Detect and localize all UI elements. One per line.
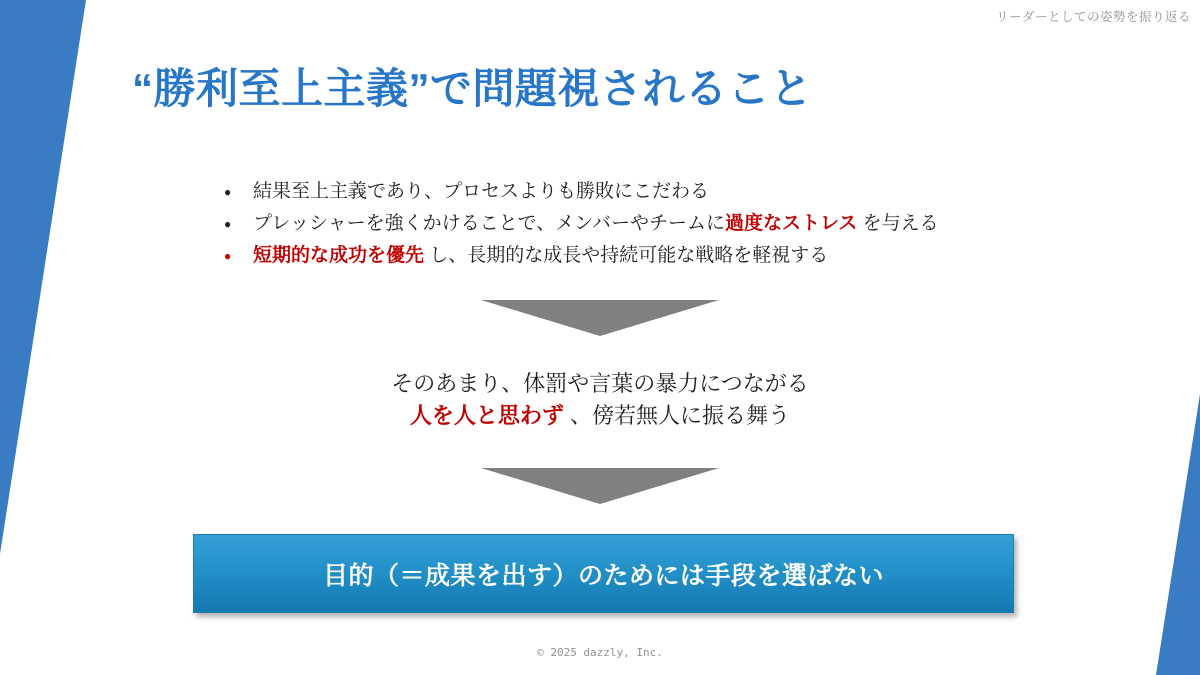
list-item bbox=[224, 176, 1024, 208]
list-item bbox=[224, 240, 1024, 272]
conclusion-banner bbox=[193, 534, 1014, 613]
bullet-icon: ● bbox=[224, 185, 232, 199]
footer-copyright: © 2025 dazzly, Inc. bbox=[537, 646, 663, 659]
bullet-text: 短期的な成功を優先 し、長期的な成長や持続可能な戦略を軽視する bbox=[253, 245, 829, 266]
conclusion-banner-label: 目的（＝成果を出す）のためには手段を選ばない bbox=[322, 561, 884, 590]
consequence-text bbox=[0, 368, 1200, 432]
down-arrow-icon bbox=[481, 468, 719, 504]
bullet-list bbox=[224, 176, 1024, 272]
consequence-line-2: 人を人と思わず 、傍若無人に振る舞う bbox=[409, 403, 791, 428]
corner-accent-top-left bbox=[0, 0, 86, 554]
bullet-text: 結果至上主義であり、プロセスよりも勝敗にこだわる bbox=[253, 181, 710, 202]
bullet-icon: ● bbox=[224, 249, 232, 263]
page-title: “勝利至上主義”で問題視されること bbox=[132, 65, 813, 112]
bullet-icon: ● bbox=[224, 217, 232, 231]
consequence-line-1: そのあまり、体罰や言葉の暴力につながる bbox=[391, 371, 809, 396]
corner-accent-bottom-right bbox=[1156, 394, 1200, 675]
header-note: リーダーとしての姿勢を振り返る bbox=[995, 10, 1191, 24]
list-item bbox=[224, 208, 1024, 240]
down-arrow-icon bbox=[481, 300, 719, 336]
bullet-text: プレッシャーを強くかけることで、メンバーやチームに過度なストレス を与える bbox=[253, 213, 939, 234]
